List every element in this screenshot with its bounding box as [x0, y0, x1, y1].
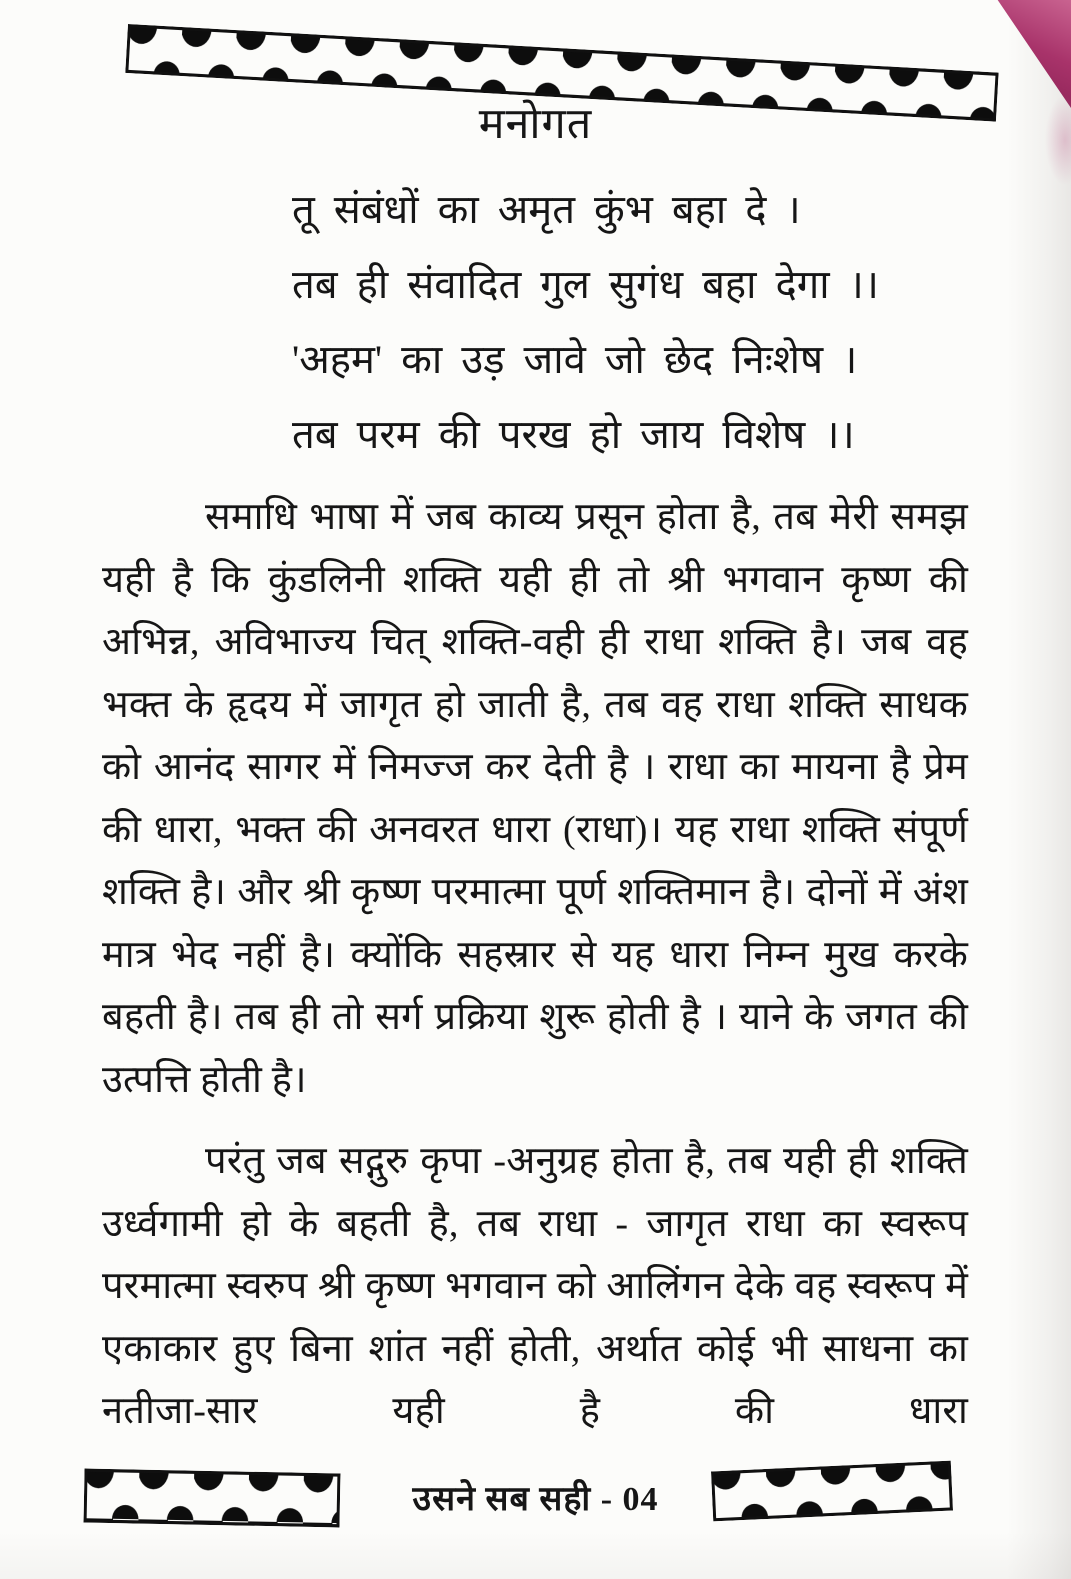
paragraph-1: समाधि भाषा में जब काव्य प्रसून होता है, तब मेरी समझ यही है कि कुंडलिनी शक्ति यही ही तो श्री भगवान कृष्ण की अभिन्न, अविभाज्य चित् शक्ति-वही ही राधा शक्ति है। जब वह भक्त के हृदय में जागृत हो जाती है, तब वह राधा शक्ति साधक को आनंद सागर में निमज्ज कर देती है । राधा का मायना है प्रेम की धारा, भक्त की अनवरत धारा (राधा)। यह राधा शक्ति संपूर्ण शक्ति है। और श्री कृष्ण परमात्मा पूर्ण शक्तिमान है। दोनों में अंश मात्र भेद नहीं है। क्योंकि सहस्रार से यह धारा निम्न मुख करके बहती है। तब ही तो सर्ग प्रक्रिया शुरू होती है । याने के जगत की उत्पत्ति होती है। [102, 496, 968, 1101]
footer-text: उसने सब सही - 04 [412, 1481, 659, 1518]
paragraph-2: परंतु जब सद्गुरु कृपा -अनुग्रह होता है, तब यही ही शक्ति उर्ध्वगामी हो के बहती है, तब राधा - जागृत राधा का स्वरूप परमात्मा स्वरुप श्री कृष्ण भगवान को आलिंगन देके वह स्वरूप में एकाकार हुए बिना शांत नहीं होती, अर्थात कोई भी साधना का नतीजा-सार यही है की धारा [102, 1140, 968, 1432]
poem-line-1: तू संबंधों का अमृत कुंभ बहा दे । [292, 187, 801, 232]
poem-line-2: तब ही संवादित गुल सुगंध बहा देगा ।। [292, 262, 879, 307]
poem-line-3: 'अहम' का उड़ जावे जो छेद निःशेष । [292, 337, 858, 382]
page-title: मनोगत [478, 101, 593, 148]
poem-line-4: तब परम की परख हो जाय विशेष ।। [292, 412, 855, 457]
poem-block [292, 172, 892, 472]
